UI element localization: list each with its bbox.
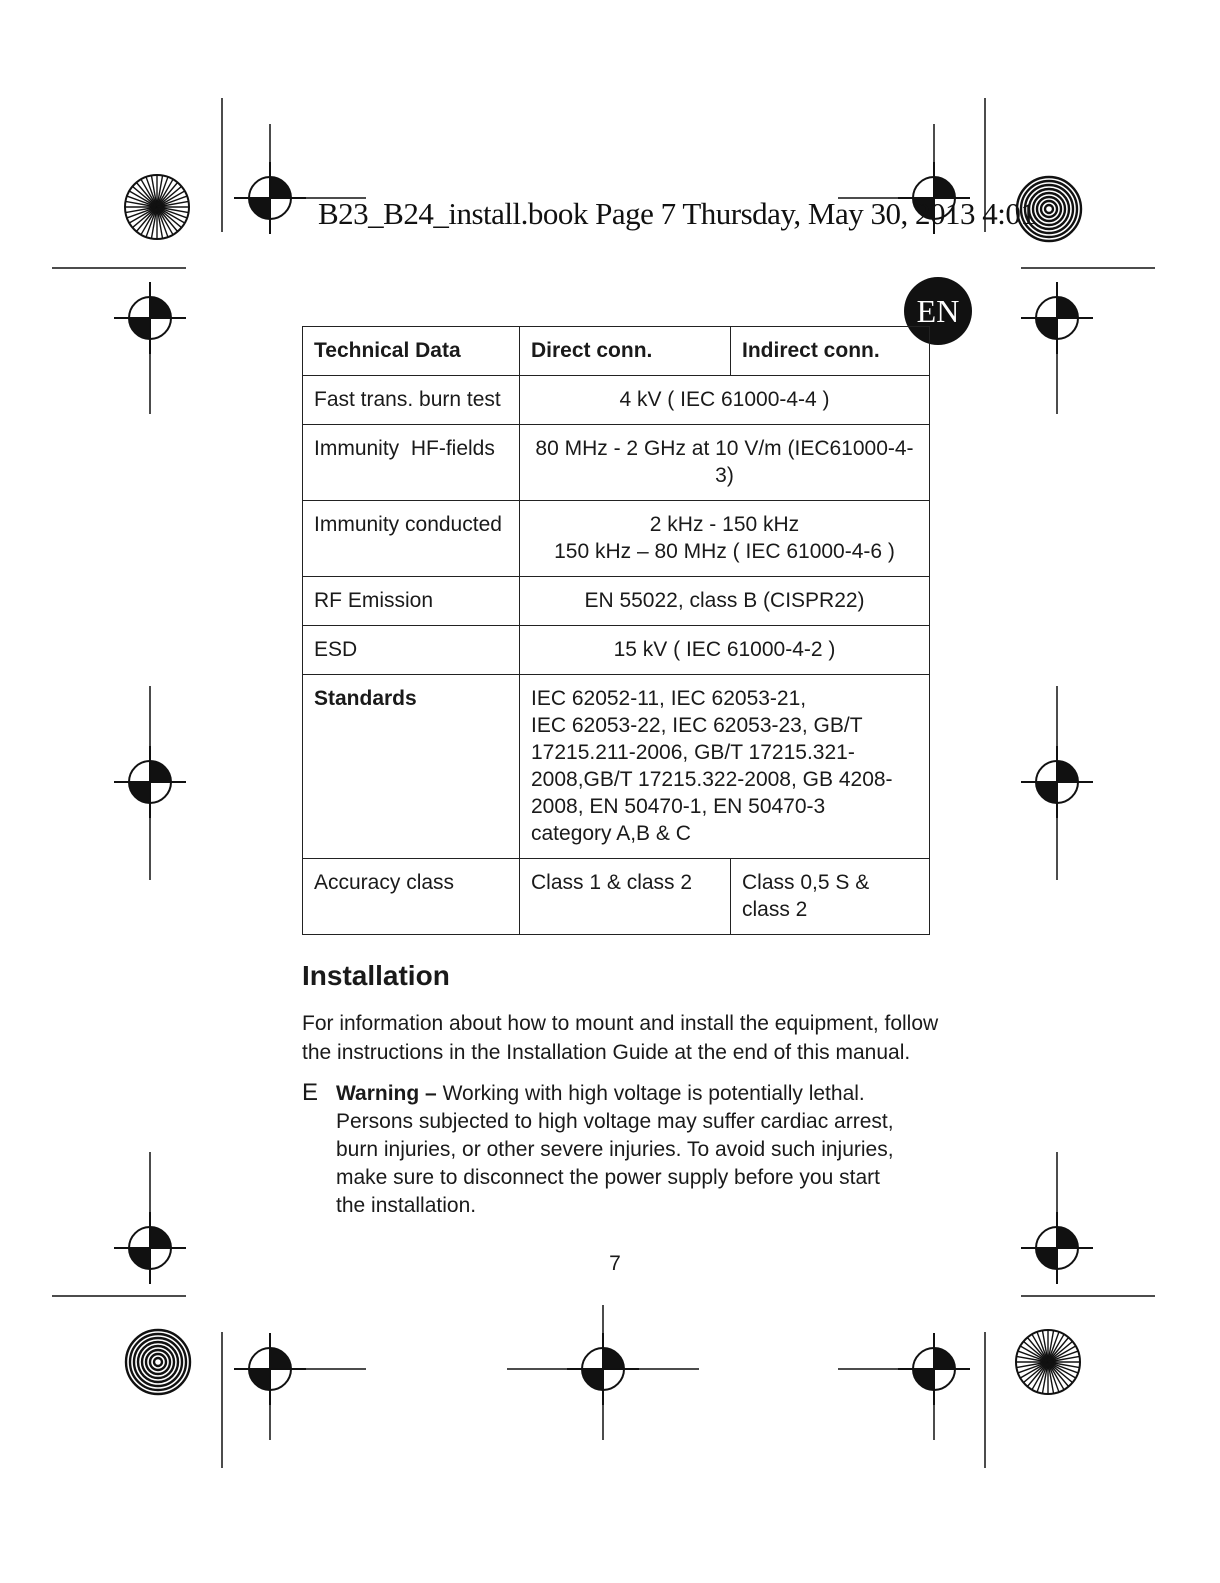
technical-data-table <box>302 326 930 935</box>
row-label: RF Emission <box>303 577 520 626</box>
table-header-row <box>303 327 930 376</box>
row-label: Accuracy class <box>303 859 520 935</box>
warning-icon: E <box>302 1079 319 1106</box>
table-row <box>303 577 930 626</box>
row-value: EN 55022, class B (CISPR22) <box>520 577 930 626</box>
table-header-cell: Direct conn. <box>520 327 731 376</box>
language-badge: EN <box>904 277 972 345</box>
row-label: Fast trans. burn test <box>303 376 520 425</box>
row-label: Immunity conducted <box>303 501 520 577</box>
table-row <box>303 376 930 425</box>
page-number: 7 <box>609 1252 621 1275</box>
table-row <box>303 675 930 859</box>
table-row <box>303 425 930 501</box>
row-value: 4 kV ( IEC 61000-4-4 ) <box>520 376 930 425</box>
row-value: IEC 62052-11, IEC 62053-21, IEC 62053-22, IEC 62053-23, GB/T 17215.211-2006, GB/T 17215.321-2008,GB/T 17215.322-2008, GB 4208-2008, EN 50470-1, EN 50470-3 category A,B & C <box>520 675 930 859</box>
table-row <box>303 626 930 675</box>
section-title: Installation <box>302 960 450 991</box>
warning-text-block <box>336 1080 902 1220</box>
table-row <box>303 501 930 577</box>
table-header-cell: Indirect conn. <box>731 327 930 376</box>
warning-block <box>302 1080 902 1220</box>
starburst-target-icon <box>125 175 189 239</box>
row-value-indirect: Class 0,5 S & class 2 <box>731 859 930 935</box>
table-row <box>303 859 930 935</box>
warning-text: Working with high voltage is potentially lethal. Persons subjected to high voltage may suffer cardiac arrest, burn injuries, or other severe injuries. To avoid such injuries, make sure to disconnect the power supply before you start the installation. <box>336 1082 894 1217</box>
print-slug: B23_B24_install.book Page 7 Thursday, May 30, 2013 4:01 <box>318 196 1036 231</box>
row-label: Standards <box>303 675 520 859</box>
installation-paragraph: For information about how to mount and install the equipment, follow the instructions in the Installation Guide at the end of this manual. <box>302 1012 939 1064</box>
warning-label: Warning – <box>336 1082 437 1105</box>
row-value: 80 MHz - 2 GHz at 10 V/m (IEC61000-4-3) <box>520 425 930 501</box>
row-value-direct: Class 1 & class 2 <box>520 859 731 935</box>
concentric-target-icon <box>126 1330 190 1394</box>
table-header-cell: Technical Data <box>303 327 520 376</box>
starburst-target-icon <box>1016 1330 1080 1394</box>
row-label: ESD <box>303 626 520 675</box>
row-value: 15 kV ( IEC 61000-4-2 ) <box>520 626 930 675</box>
row-value: 2 kHz - 150 kHz 150 kHz – 80 MHz ( IEC 61000-4-6 ) <box>520 501 930 577</box>
row-label: Immunity HF-fields <box>303 425 520 501</box>
